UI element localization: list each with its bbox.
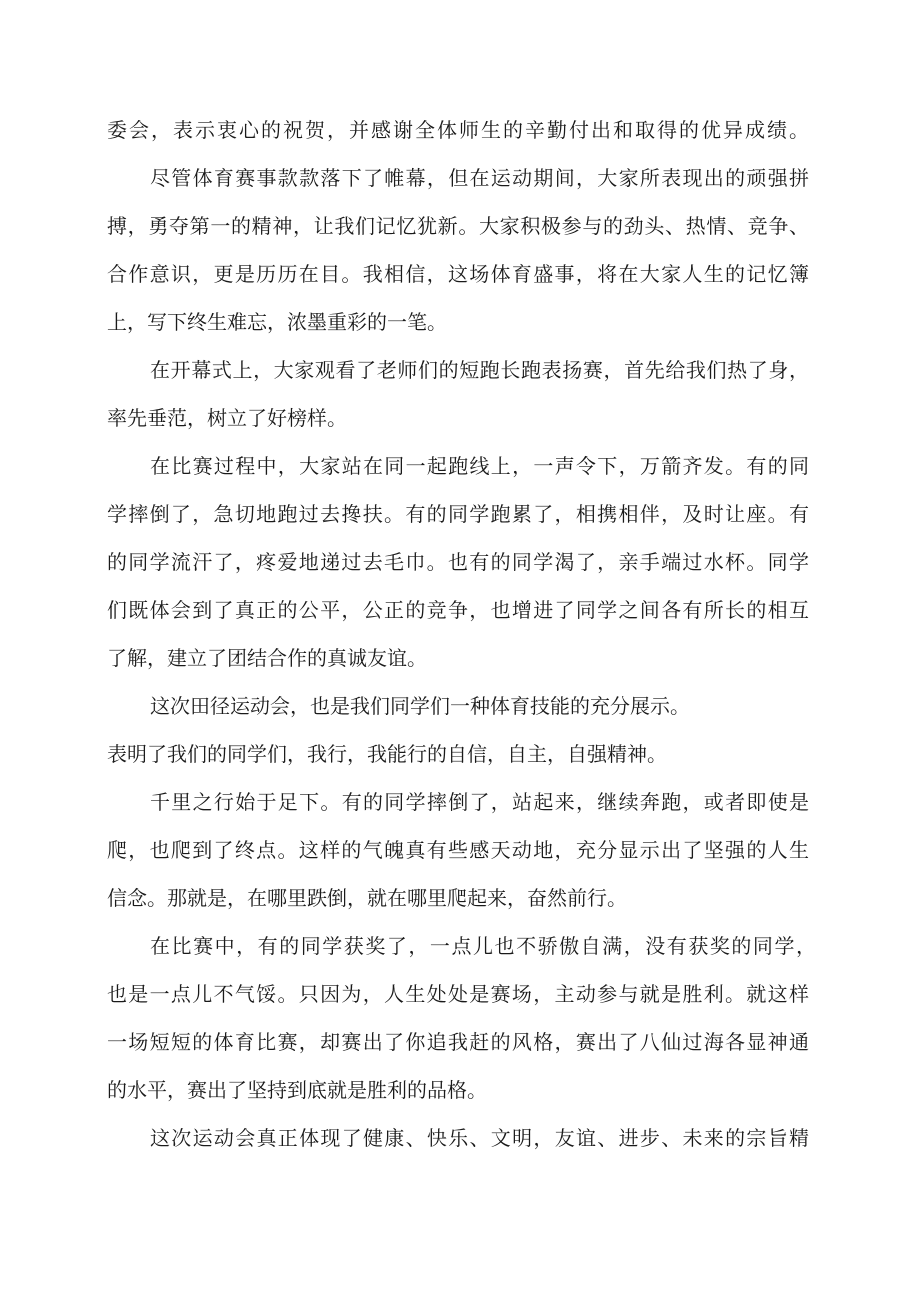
text-line: 率先垂范，树立了好榜样。 [107, 406, 347, 430]
paragraph-first-line: 千里之行始于足下。有的同学摔倒了，站起来，继续奔跑，或者即使是 [150, 790, 809, 814]
text-line: 也是一点儿不气馁。只因为，人生处处是赛场，主动参与就是胜利。就这样 [107, 982, 809, 1006]
paragraph-first-line: 在比赛中，有的同学获奖了，一点儿也不骄傲自满，没有获奖的同学， [150, 934, 816, 958]
text-line: 搏，勇夺第一的精神，让我们记忆犹新。大家积极参与的劲头、热情、竞争、 [107, 214, 809, 238]
text-line: 爬，也爬到了终点。这样的气魄真有些感天动地，充分显示出了坚强的人生 [107, 838, 809, 862]
text-line: 的同学流汗了，疼爱地递过去毛巾。也有的同学渴了，亲手端过水杯。同学 [107, 550, 809, 574]
text-line: 表明了我们的同学们，我行，我能行的自信，自主，自强精神。 [107, 742, 667, 766]
text-line: 了解，建立了团结合作的真诚友谊。 [107, 646, 427, 670]
text-line: 的水平，赛出了坚持到底就是胜利的品格。 [107, 1078, 487, 1102]
text-line: 一场短短的体育比赛，却赛出了你追我赶的风格，赛出了八仙过海各显神通 [107, 1030, 809, 1054]
paragraph-first-line: 在开幕式上，大家观看了老师们的短跑长跑表扬赛，首先给我们热了身， [150, 358, 809, 382]
text-line: 信念。那就是，在哪里跌倒，就在哪里爬起来，奋然前行。 [107, 886, 627, 910]
paragraph-first-line: 尽管体育赛事款款落下了帷幕，但在运动期间，大家所表现出的顽强拼 [150, 166, 809, 190]
text-line: 学摔倒了，急切地跑过去搀扶。有的同学跑累了，相携相伴，及时让座。有 [107, 502, 809, 526]
text-line: 委会，表示衷心的祝贺，并感谢全体师生的辛勤付出和取得的优异成绩。 [107, 118, 809, 142]
paragraph-first-line: 在比赛过程中，大家站在同一起跑线上，一声令下，万箭齐发。有的同 [150, 454, 809, 478]
paragraph-first-line: 这次运动会真正体现了健康、快乐、文明，友谊、进步、未来的宗旨精 [150, 1126, 809, 1150]
text-line: 上，写下终生难忘，浓墨重彩的一笔。 [107, 310, 447, 334]
text-line: 合作意识，更是历历在目。我相信，这场体育盛事，将在大家人生的记忆簿 [107, 262, 809, 286]
paragraph-first-line: 这次田径运动会，也是我们同学们一种体育技能的充分展示。 [150, 694, 690, 718]
text-line: 们既体会到了真正的公平，公正的竞争，也增进了同学之间各有所长的相互 [107, 598, 809, 622]
